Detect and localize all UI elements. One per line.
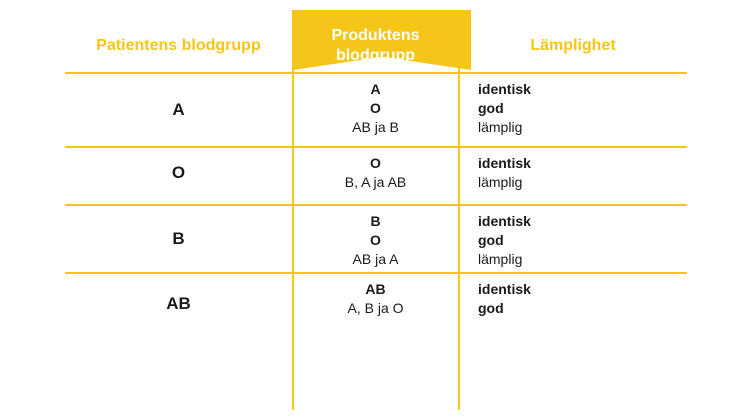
cell-suitability [478, 212, 687, 269]
table-row [0, 154, 750, 204]
row-divider-2 [65, 204, 687, 206]
column-header-patient: Patientens blodgrupp [96, 37, 261, 54]
cell-suitability [478, 280, 687, 318]
suitability-line: identisk [478, 213, 531, 229]
product-line: AB ja A [352, 251, 399, 267]
suitability-line: lämplig [478, 174, 523, 190]
row-divider-3 [65, 272, 687, 274]
product-line: AB ja B [352, 119, 399, 135]
table-row [0, 80, 750, 146]
cell-patient-group: A [172, 100, 185, 119]
product-line: AB [365, 281, 386, 297]
cell-product-groups [293, 212, 458, 269]
column-header-suitability: Lämplighet [530, 37, 616, 54]
cell-patient-group: AB [166, 294, 191, 313]
table-row [0, 212, 750, 272]
product-line: A [370, 81, 381, 97]
suitability-line: god [478, 232, 504, 248]
cell-product-groups [293, 80, 458, 137]
product-line: B, A ja AB [344, 174, 407, 190]
product-line: A, B ja O [347, 300, 404, 316]
table-row [0, 280, 750, 340]
cell-patient-group: B [172, 229, 185, 248]
row-divider-header [65, 72, 687, 74]
suitability-line: lämplig [478, 251, 523, 267]
table-header-row [0, 10, 750, 72]
row-divider-1 [65, 146, 687, 148]
column-header-product: Produktens blodgrupp [331, 27, 420, 64]
suitability-line: identisk [478, 81, 531, 97]
cell-patient-group: O [171, 163, 186, 182]
suitability-line: god [478, 300, 504, 316]
cell-suitability [478, 80, 687, 137]
product-line: B [370, 213, 381, 229]
suitability-line: identisk [478, 281, 531, 297]
product-line: O [370, 100, 381, 116]
suitability-line: identisk [478, 155, 531, 171]
product-line: O [370, 155, 381, 171]
cell-product-groups [293, 280, 458, 318]
suitability-line: god [478, 100, 504, 116]
product-line: O [370, 232, 381, 248]
suitability-line: lämplig [478, 119, 523, 135]
cell-product-groups [293, 154, 458, 192]
cell-suitability [478, 154, 687, 192]
